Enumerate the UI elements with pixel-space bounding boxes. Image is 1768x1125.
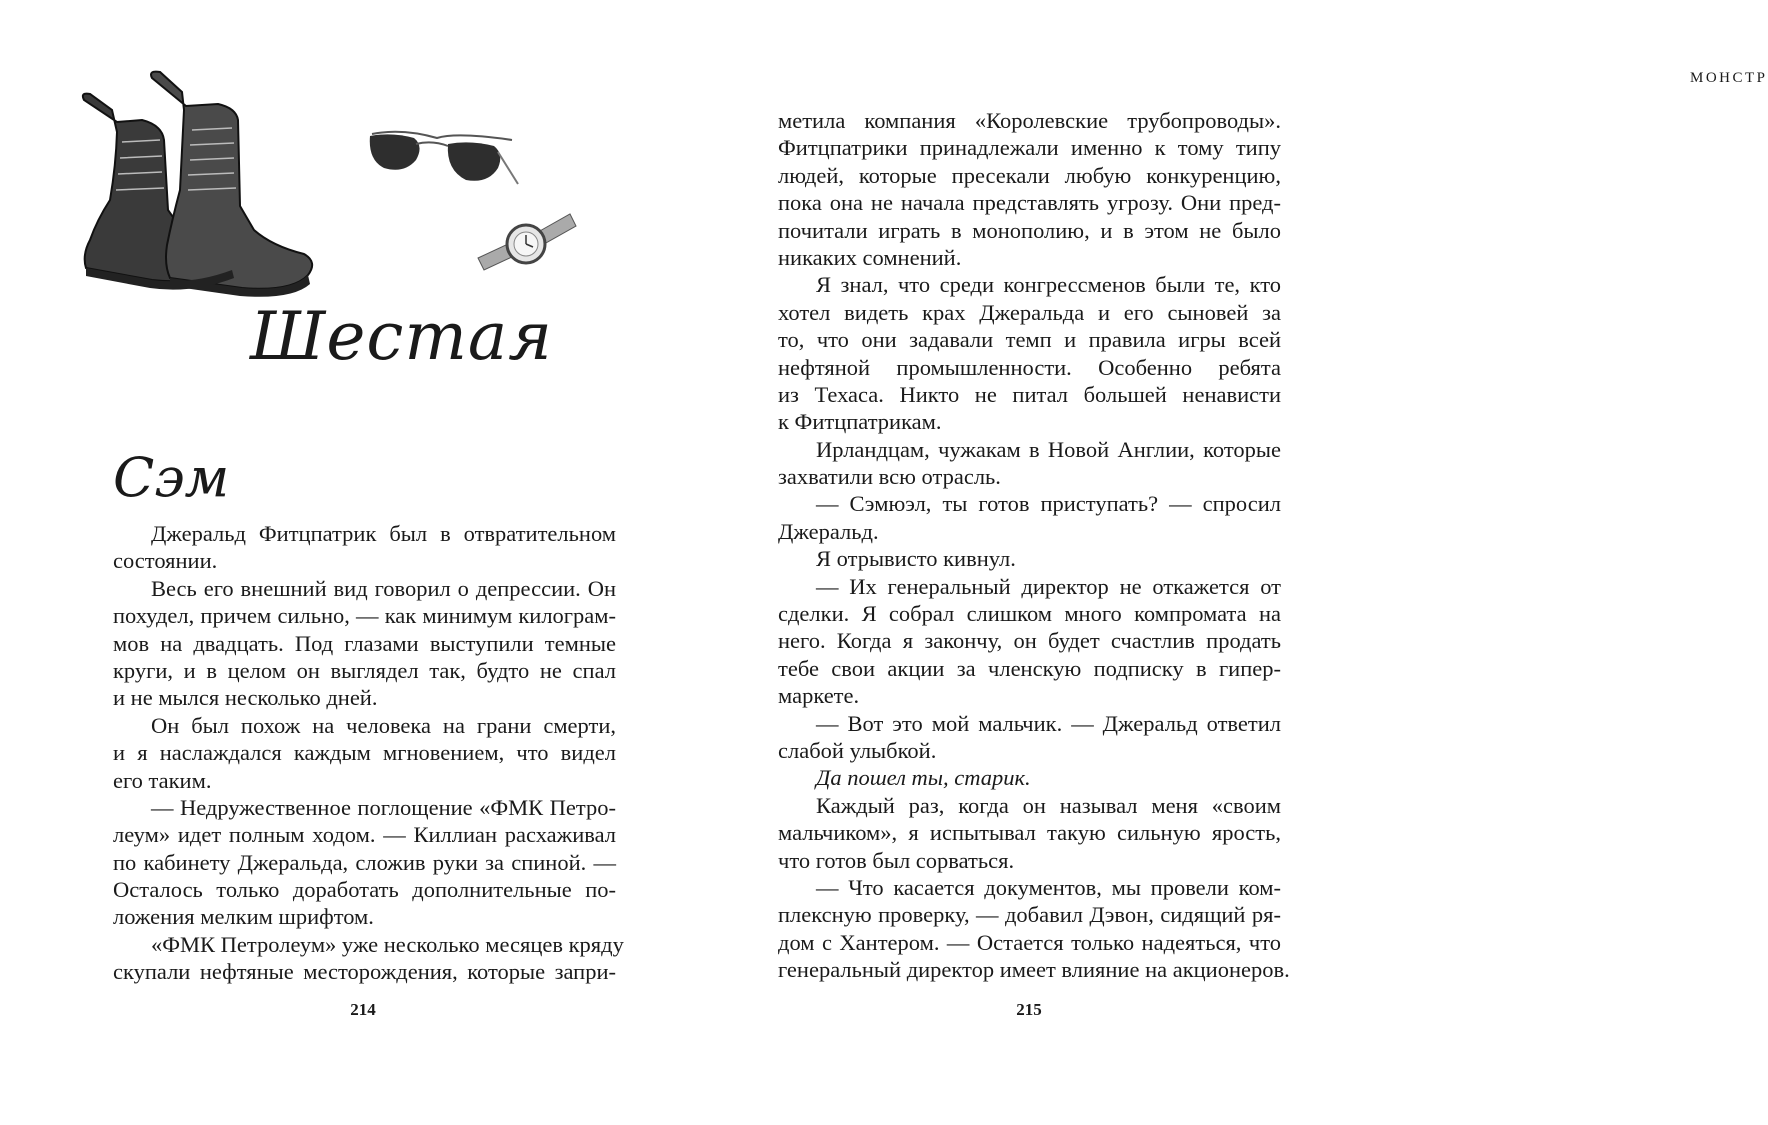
text-line: к Фитцпатрикам. [778, 409, 942, 435]
text-line: Фитцпатрики принадлежали именно к тому типу [778, 135, 1281, 161]
left-page [0, 0, 697, 1125]
running-head: МОНСТР [1690, 70, 1768, 86]
text-line: «ФМК Петролеум» уже несколько месяцев кряду [151, 931, 624, 957]
text-line: захватили всю отрасль. [778, 464, 1001, 490]
page-number: 215 [1016, 1000, 1042, 1019]
text-line: генеральный директор имеет влияние на акционеров. [778, 957, 1290, 983]
page-number: 214 [350, 1000, 376, 1019]
text-line: то, что они задавали темп и правила игры всей [778, 327, 1281, 353]
text-line: — Что касается документов, мы провели ком- [816, 874, 1281, 900]
text-line: него. Когда я закончу, он будет счастлив продать [778, 628, 1281, 654]
text-line: никаких сомнений. [778, 244, 962, 270]
text-line: плексную проверку, — добавил Дэвон, сидящий ря- [778, 902, 1281, 928]
text-line: что готов был сорваться. [778, 847, 1015, 873]
text-line: Каждый раз, когда он называл меня «своим [816, 792, 1281, 818]
text-line: состоянии. [113, 548, 218, 574]
text-line: маркете. [778, 683, 860, 709]
wristwatch-illustration [474, 206, 578, 276]
text-line: Я отрывисто кивнул. [816, 546, 1016, 572]
text-line: Джеральд Фитцпатрик был в отвратительном [151, 521, 616, 546]
text-line: Весь его внешний вид говорил о депрессии. Он [151, 575, 616, 601]
text-line: людей, которые пресекали любую конкуренцию, [778, 162, 1281, 188]
text-line: хотел видеть крах Джеральда и его сыновей за [778, 299, 1281, 325]
text-line: дом с Хантером. — Остается только надеяться, что [778, 929, 1281, 955]
text-line: его таким. [113, 767, 212, 793]
text-line: — Недружественное поглощение «ФМК Петро- [151, 794, 616, 820]
text-line: нефтяной промышленности. Особенно ребята [778, 354, 1281, 380]
text-line: метила компания «Королевские трубопроводы». [778, 108, 1281, 133]
text-line: слабой улыбкой. [778, 737, 937, 763]
sunglasses-illustration [362, 122, 522, 192]
text-line: ложения мелким шрифтом. [113, 904, 374, 930]
text-line: по кабинету Джеральда, сложив руки за спиной. — [113, 849, 616, 875]
text-line: круги, и в целом он выглядел так, будто не спал [113, 657, 616, 683]
right-page [697, 0, 1768, 1125]
text-line: почитали играть в монополию, и в этом не было [778, 217, 1281, 243]
text-line: Джеральд. [778, 518, 879, 544]
left-body-text [113, 520, 624, 986]
text-line: Он был похож на человека на грани смерти, [151, 712, 616, 738]
text-line: — Их генеральный директор не откажется от [816, 573, 1281, 599]
text-line: скупали нефтяные месторождения, которые запри- [113, 959, 616, 985]
text-line: — Сэмюэл, ты готов приступать? — спросил [816, 491, 1281, 517]
text-line: леум» идет полным ходом. — Киллиан расхаживал [113, 822, 616, 848]
text-line: мальчиком», я испытывал такую сильную ярость, [778, 820, 1281, 846]
text-line: Да пошел ты, старик. [816, 765, 1031, 791]
boots-illustration [72, 70, 322, 300]
text-line: пока она не начала представлять угрозу. Они пред- [778, 190, 1281, 216]
text-line: из Техаса. Никто не питал большей ненависти [778, 381, 1281, 407]
text-line: Я знал, что среди конгрессменов были те, кто [816, 272, 1281, 298]
right-body-text [778, 107, 1290, 984]
chapter-title: Шестая [250, 298, 553, 375]
text-line: сделки. Я собрал слишком много компромата на [778, 601, 1281, 627]
text-line: Ирландцам, чужакам в Новой Англии, которые [816, 436, 1281, 462]
pov-character-name: Сэм [113, 446, 230, 509]
text-line: тебе свои акции за членскую подписку в гипер- [778, 655, 1281, 681]
text-line: похудел, причем сильно, — как минимум килограм- [113, 603, 616, 629]
text-line: — Вот это мой мальчик. — Джеральд ответил [816, 710, 1281, 736]
text-line: и не мылся несколько дней. [113, 685, 378, 711]
text-line: и я наслаждался каждым мгновением, что видел [113, 740, 616, 766]
text-line: Осталось только доработать дополнительные по- [113, 877, 616, 903]
text-line: мов на двадцать. Под глазами выступили темные [113, 630, 616, 656]
